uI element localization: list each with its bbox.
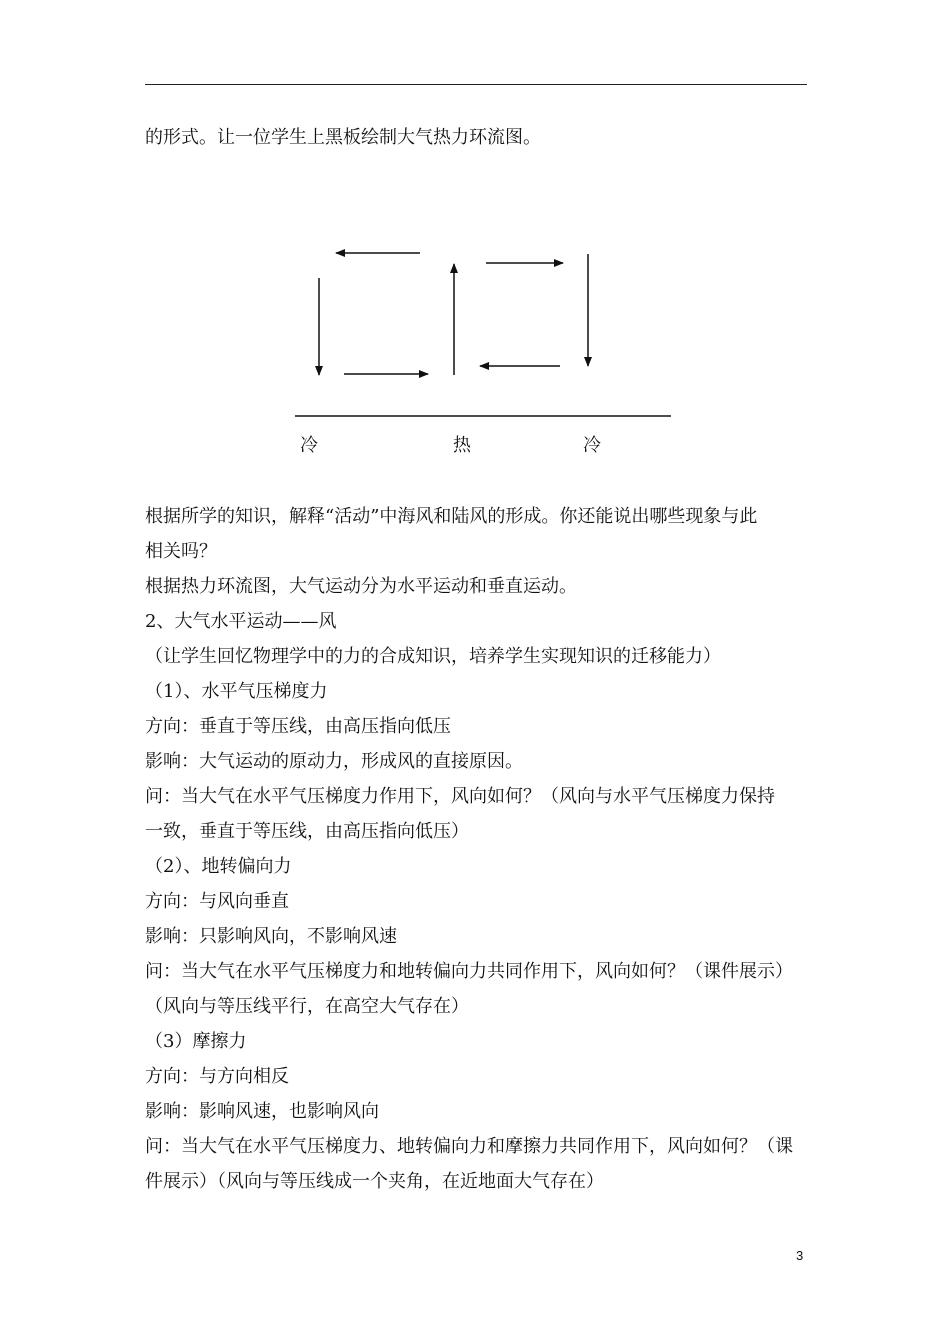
page-number: 3 (796, 1248, 804, 1263)
text-line: （风向与等压线平行，在高空大气存在） (145, 996, 469, 1017)
text-line: 相关吗？ (145, 541, 217, 562)
subheading: （3）摩擦力 (145, 1031, 247, 1052)
text-line: 方向：与方向相反 (145, 1066, 289, 1087)
circulation-arrows (280, 240, 680, 430)
intro-line: 的形式。让一位学生上黑板绘制大气热力环流图。 (145, 127, 541, 148)
text-line: 根据所学的知识，解释“活动”中海风和陆风的形成。你还能说出哪些现象与此 (145, 506, 758, 527)
label-cold-left: 冷 (300, 435, 318, 456)
text-line: 影响：影响风速，也影响风向 (145, 1101, 379, 1122)
subheading: （1）、水平气压梯度力 (145, 681, 328, 702)
text-line: 件展示）（风向与等压线成一个夹角，在近地面大气存在） (145, 1171, 604, 1192)
label-cold-right: 冷 (583, 435, 601, 456)
text-line: 一致，垂直于等压线，由高压指向低压） (145, 821, 469, 842)
text-line: 方向：与风向垂直 (145, 891, 289, 912)
text-line: （让学生回忆物理学中的力的合成知识，培养学生实现知识的迁移能力） (145, 646, 721, 667)
text-line: 问：当大气在水平气压梯度力作用下，风向如何？（风向与水平气压梯度力保持 (145, 786, 775, 807)
section-heading: 2、大气水平运动——风 (145, 611, 337, 632)
thermal-circulation-diagram (280, 240, 680, 470)
header-rule (145, 84, 807, 85)
text-line: 问：当大气在水平气压梯度力、地转偏向力和摩擦力共同作用下，风向如何？（课 (145, 1136, 793, 1157)
text-line: 问：当大气在水平气压梯度力和地转偏向力共同作用下，风向如何？（课件展示） (145, 961, 793, 982)
text-line: 影响：只影响风向，不影响风速 (145, 926, 397, 947)
text-line: 方向：垂直于等压线，由高压指向低压 (145, 716, 451, 737)
text-line: 影响：大气运动的原动力，形成风的直接原因。 (145, 751, 523, 772)
text-line: 根据热力环流图，大气运动分为水平运动和垂直运动。 (145, 576, 577, 597)
subheading: （2）、地转偏向力 (145, 856, 292, 877)
label-hot: 热 (453, 435, 471, 456)
